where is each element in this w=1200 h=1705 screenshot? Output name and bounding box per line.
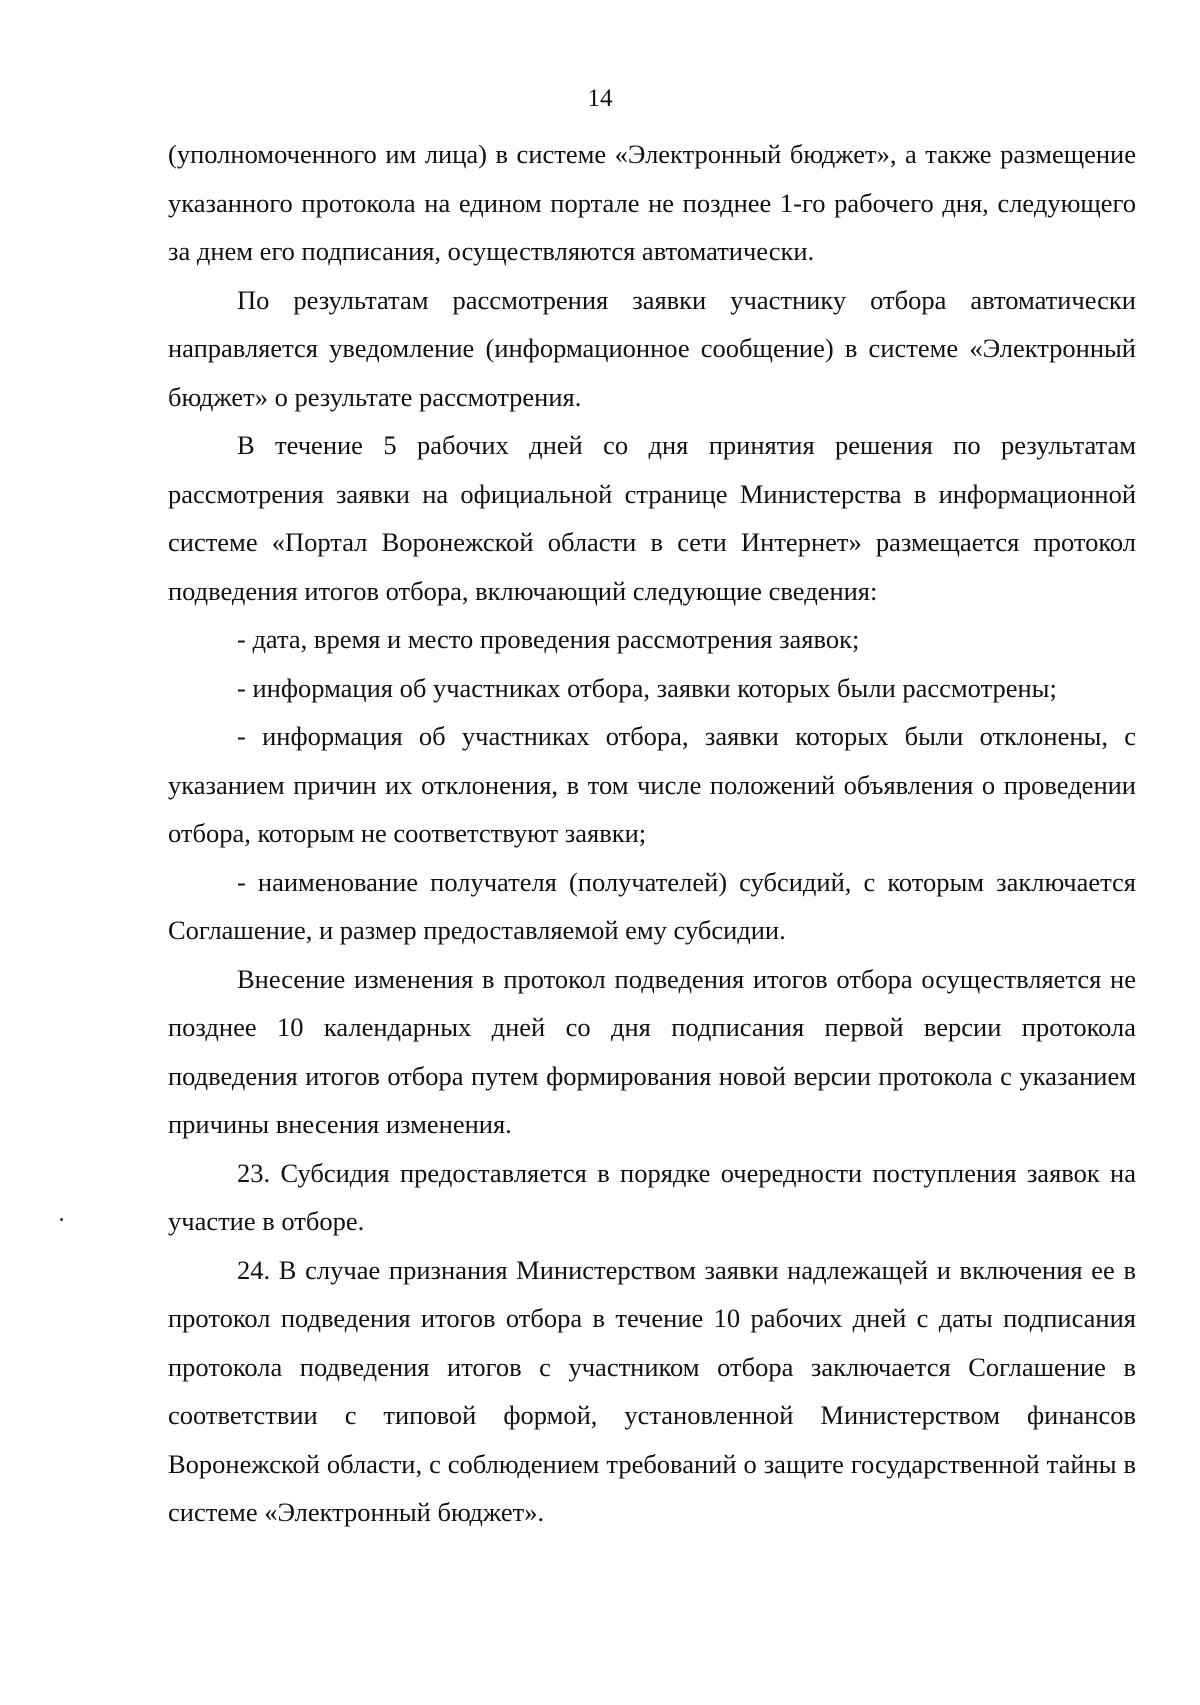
paragraph-clause-23: 23. Субсидия предоставляется в порядке очередности поступления заявок на участие в отборе. [168,1157,1136,1236]
paragraph-protocol-changes: Внесение изменения в протокол подведения итогов отбора осуществляется не позднее 10 календарных дней со дня подписания первой версии протокола подведения итогов отбора путем формирования новой версии протокола с указанием причины внесения изменения. [168,963,1136,1139]
page-number: 14 [587,85,613,112]
paragraph-protocol-publication: В течение 5 рабочих дней со дня принятия решения по результатам рассмотрения заявки на официальной странице Министерства в информационной системе «Портал Воронежской области в сети Интернет» размещается протокол подведения итогов отбора, включающий следующие сведения: [168,430,1136,606]
list-item-recipient-name: - наименование получателя (получателей) субсидий, с которым заключается Соглашение, и размер предоставляемой ему субсидии. [168,866,1136,945]
document-body [168,130,1136,1537]
paragraph-clause-24: 24. В случае признания Министерством заявки надлежащей и включения ее в протокол подведения итогов отбора в течение 10 рабочих дней с даты подписания протокола подведения итогов с участником отбора заключается Соглашение в соответствии с типовой формой, установленной Министерством финансов Воронежской области, с соблюдением требований о защите государственной тайны в системе «Электронный бюджет». [168,1254,1136,1527]
scan-speck [60,1218,63,1221]
list-item-reviewed-participants: - информация об участниках отбора, заявки которых были рассмотрены; [237,672,1057,703]
list-item-date-time-place: - дата, время и место проведения рассмотрения заявок; [237,624,860,654]
list-item-rejected-participants: - информация об участниках отбора, заявки которых были отклонены, с указанием причин их отклонения, в том числе положений объявления о проведении отбора, которым не соответствуют заявки; [168,721,1136,848]
paragraph-protocol-signing: (уполномоченного им лица) в системе «Электронный бюджет», а также размещение указанного протокола на едином портале не позднее 1-го рабочего дня, следующего за днем его подписания, осуществляются автоматически. [168,139,1136,266]
paragraph-notification: По результатам рассмотрения заявки участнику отбора автоматически направляется уведомление (информационное сообщение) в системе «Электронный бюджет» о результате рассмотрения. [168,284,1136,412]
